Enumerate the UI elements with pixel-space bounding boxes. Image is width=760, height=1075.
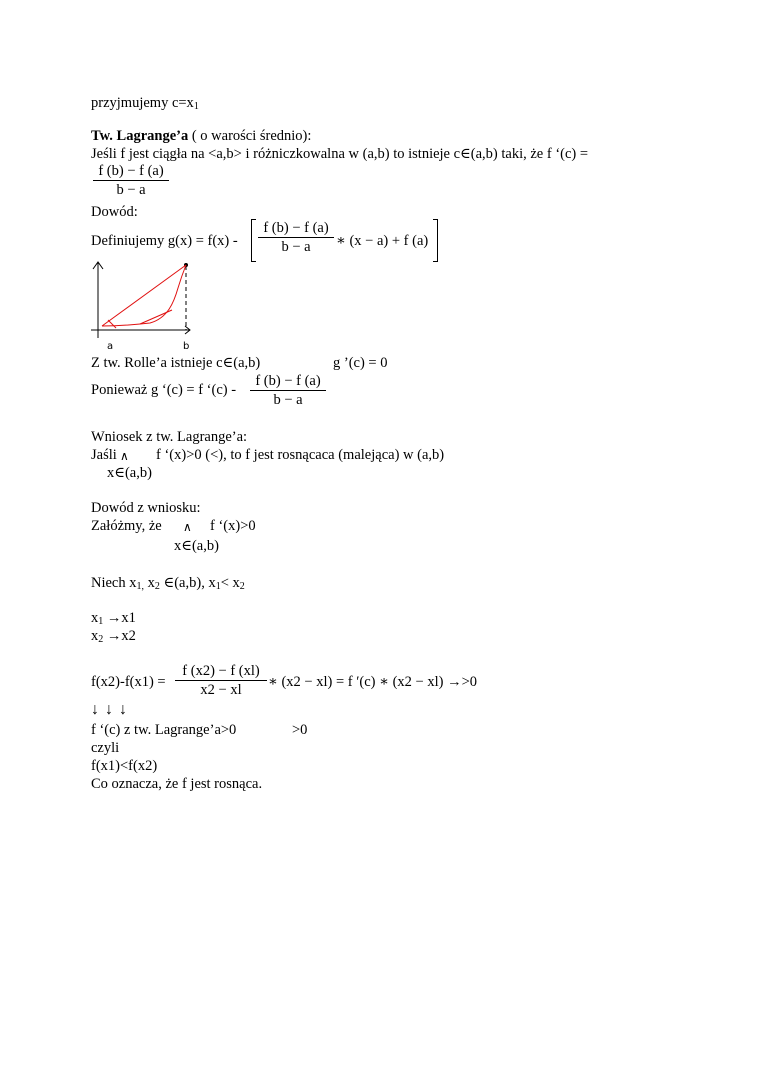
theorem-statement: Jeśli f jest ciągła na <a,b> i różniczkowalna w (a,b) to istnieje c∈(a,b) taki, że f ‘(c) = — [91, 146, 589, 162]
assume-domain: x∈(a,b) — [174, 538, 219, 554]
map1-x: x — [91, 610, 99, 626]
graph-label-b: b — [183, 341, 190, 352]
tangent-line — [140, 310, 172, 324]
difference-fraction — [175, 663, 267, 698]
theorem-fraction-denominator: b − a — [116, 182, 146, 198]
map2-rest: →x2 — [103, 628, 136, 644]
assume-condition: f ‘(x)>0 — [210, 518, 256, 534]
greater-than-zero: >0 — [292, 722, 308, 738]
forall-icon: ∧ — [120, 449, 129, 463]
theorem-fraction — [93, 163, 169, 198]
map2-x: x — [91, 628, 99, 644]
down-arrows: ↓ ↓ ↓ — [91, 701, 128, 718]
corollary-line-1b: f ‘(x)>0 (<), to f jest rosnącaca (malejąca) w (a,b) — [156, 447, 445, 463]
czyli-text: czyli — [91, 740, 120, 756]
assumption-line — [91, 95, 199, 111]
definition-fraction-numerator: f (b) − f (a) — [258, 220, 334, 238]
since-fraction-denominator: b − a — [273, 392, 303, 408]
tick-a — [108, 320, 116, 328]
corollary-line-2: x∈(a,b) — [107, 465, 152, 481]
conclusion: Co oznacza, że f jest rosnąca. — [91, 776, 263, 792]
definition-fraction-denominator: b − a — [281, 239, 311, 255]
difference-prefix: f(x2)-f(x1) = — [91, 674, 166, 690]
difference-suffix: ∗ (x2 − xl) = f ′(c) ∗ (x2 − xl) →>0 — [268, 674, 478, 690]
corollary-proof-heading: Dowód z wniosku: — [91, 500, 201, 516]
assumption-text: przyjmujemy c=x — [91, 95, 194, 111]
map1-rest: →x1 — [103, 610, 136, 626]
difference-fraction-denominator: x2 − xl — [200, 682, 242, 698]
map1-sub: 1 — [98, 616, 104, 627]
rolle-result: g ’(c) = 0 — [333, 355, 388, 371]
right-bracket — [433, 219, 438, 262]
corollary-heading: Wniosek z tw. Lagrange’a: — [91, 429, 248, 445]
theorem-subtitle: ( o warości średnio): — [188, 128, 312, 144]
inequality: f(x1)<f(x2) — [91, 758, 158, 774]
rolle-text: Z tw. Rolle’a istnieje c∈(a,b) — [91, 355, 261, 371]
map2-sub: 2 — [98, 634, 104, 645]
definition-suffix: ∗ (x − a) + f (a) — [336, 233, 429, 249]
let-mid-2: ∈(a,b), x — [159, 575, 216, 591]
let-mid: x — [144, 575, 155, 591]
proof-heading: Dowód: — [91, 204, 138, 220]
let-line — [91, 575, 245, 591]
let-text: Niech x — [91, 575, 137, 591]
let-sub-4: 2 — [239, 581, 245, 592]
let-sub-3: 1 — [215, 581, 221, 592]
assumption-subscript: 1 — [193, 101, 199, 112]
forall-icon-2: ∧ — [183, 520, 192, 534]
since-fraction — [250, 373, 326, 408]
map-line-1 — [91, 610, 136, 626]
assume-text: Załóżmy, że — [91, 518, 162, 534]
theorem-fraction-numerator: f (b) − f (a) — [93, 163, 169, 181]
lagrange-sketch — [88, 258, 198, 350]
let-mid-3: < x — [220, 575, 240, 591]
let-sub-1: 1, — [136, 581, 144, 592]
curves — [102, 265, 186, 328]
secant-line — [102, 265, 186, 326]
theorem-title-line — [91, 128, 311, 144]
theorem-title: Tw. Lagrange’a — [91, 128, 189, 144]
definition-prefix: Definiujemy g(x) = f(x) - — [91, 233, 238, 249]
let-sub-2: 2 — [154, 581, 160, 592]
definition-fraction — [258, 220, 334, 255]
lagrange-line: f ‘(c) z tw. Lagrange’a>0 — [91, 722, 237, 738]
difference-fraction-numerator: f (x2) − f (xl) — [175, 663, 267, 681]
since-prefix: Ponieważ g ‘(c) = f ‘(c) - — [91, 382, 237, 398]
graph-label-a: a — [107, 341, 114, 352]
corollary-line-1a: Jaśli — [91, 447, 117, 463]
left-bracket — [251, 219, 256, 262]
since-fraction-numerator: f (b) − f (a) — [250, 373, 326, 391]
map-line-2 — [91, 628, 136, 644]
